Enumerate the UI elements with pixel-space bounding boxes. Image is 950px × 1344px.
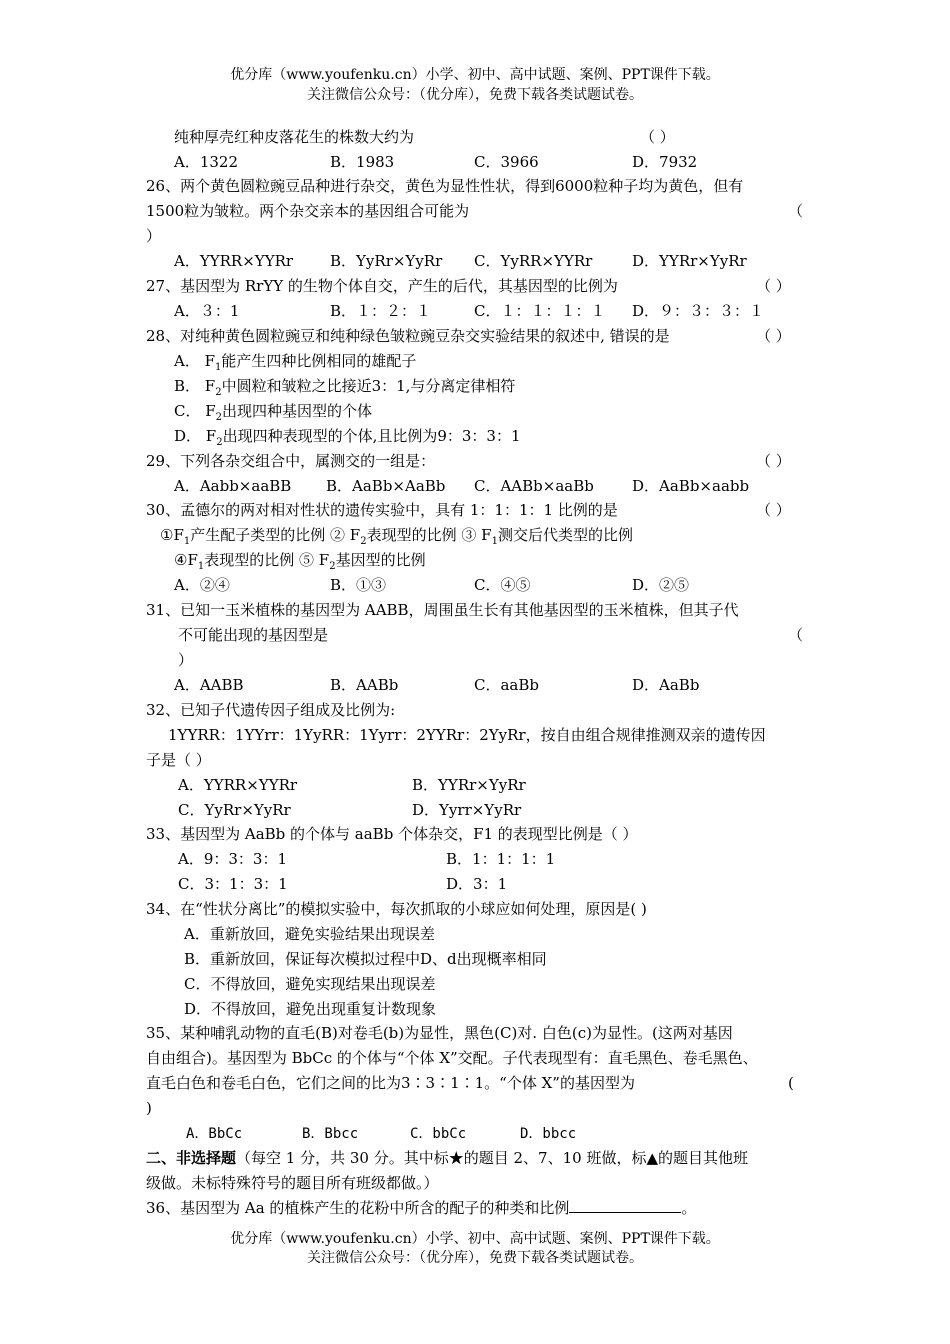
q30-stem: 30、孟德尔的两对相对性状的遗传实验中，具有 1：1：1：1 比例的是 <box>146 501 618 519</box>
q26-paren-close: ） <box>146 227 162 245</box>
q25-stem: 纯种厚壳红种皮落花生的株数大约为 <box>174 128 415 146</box>
q30-option-c: C．④⑤ <box>474 576 531 594</box>
q29-option-b: B．AaBb×AaBb <box>326 477 446 495</box>
q28-option-b: B． $F_2$中圆粒和皱粒之比接近3：1,与分离定律相符 <box>174 377 516 398</box>
q29-answer-paren: （ ） <box>756 452 791 470</box>
q34-option-a: A．重新放回，避免实验结果出现误差 <box>184 925 435 943</box>
q26-stem-line1: 26、两个黄色圆粒豌豆品种进行杂交，黄色为显性性状，得到6000粒种子均为黄色，但有 <box>146 177 744 195</box>
q28-option-c: C． $F_2$出现四种基因型的个体 <box>174 402 373 423</box>
q35-stem-line1: 35、某种哺乳动物的直毛(B)对卷毛(b)为显性，黑色(C)对. 白色(c)为显性。(这两对基因 <box>146 1024 733 1042</box>
q34-option-d: D．不得放回，避免出现重复计数现象 <box>184 1000 437 1018</box>
q28-option-d: D． $F_2$出现四种表现型的个体,且比例为9：3：3：1 <box>174 427 521 448</box>
q31-stem-line1: 31、已知一玉米植株的基因型为 AABB，周围虽生长有其他基因型的玉米植株，但其子代 <box>146 601 739 619</box>
q26-option-c: C．YyRR×YYRr <box>474 252 593 270</box>
q30-item-4: $④F_1$表现型的比例 <box>174 551 295 572</box>
q31-paren-open: （ <box>788 626 804 644</box>
q27-option-b: B．１：２：１ <box>330 302 432 320</box>
q31-option-c: C．aaBb <box>474 676 539 694</box>
q30-item-3: ③ $F_1$测交后代类型的比例 <box>461 526 633 547</box>
page-footer-line2: 关注微信公众号：（优分库），免费下载各类试题试卷。 <box>307 1250 643 1266</box>
q27-stem: 27、基因型为 RrYY 的生物个体自交，产生的后代，其基因型的比例为 <box>146 277 618 295</box>
q33-option-a: A．9：3：3：1 <box>178 850 288 868</box>
q35-option-a: A．BbCc <box>186 1126 243 1142</box>
q32-stem-line2: 1YYRR：1YYrr：1YyRR：1Yyrr：2YYRr：2YyRr，按自由组合规律推测双亲的遗传因 <box>168 726 766 744</box>
q25-option-c: C．3966 <box>474 153 539 171</box>
q32-option-c: C．YyRr×YyRr <box>178 801 291 819</box>
q36-answer-blank[interactable] <box>569 1198 681 1213</box>
q34-option-c: C．不得放回，避免实现结果出现误差 <box>184 975 436 993</box>
q36-stem: 36、基因型为 Aa 的植株产生的花粉中所含的配子的种类和比例 。 <box>146 1199 697 1217</box>
q32-option-a: A．YYRR×YYRr <box>178 776 298 794</box>
star-icon: ★ <box>448 1149 464 1167</box>
q32-option-b: B．YYRr×YyRr <box>412 776 526 794</box>
q29-stem: 29、下列各杂交组合中，属测交的一组是： <box>146 452 436 470</box>
q35-paren-close: ) <box>146 1099 152 1117</box>
q32-stem-line3: 子是（ ） <box>146 751 211 769</box>
q31-paren-close: ） <box>178 651 194 669</box>
q30-option-b: B．①③ <box>330 576 387 594</box>
q31-stem-line2: 不可能出现的基因型是 <box>178 626 329 644</box>
q33-option-b: B．1：1：1：1 <box>446 850 556 868</box>
q28-stem: 28、对纯种黄色圆粒豌豆和纯种绿色皱粒豌豆杂交实验结果的叙述中, 错误的是 <box>146 327 670 345</box>
q30-item-2: ② $F_2$表现型的比例 <box>330 526 457 547</box>
page-header-line1: 优分库（www.youfenku.cn）小学、初中、高中试题、案例、PPT课件下载。 <box>230 67 720 83</box>
section2-title: 二、非选择题 <box>146 1149 237 1167</box>
q25-answer-paren: （ ） <box>640 128 675 146</box>
q29-option-c: C．AABb×aaBb <box>474 477 594 495</box>
q25-option-d: D．7932 <box>632 153 698 171</box>
q26-option-b: B．YyRr×YyRr <box>330 252 443 270</box>
q25-option-b: B．1983 <box>330 153 395 171</box>
q28-option-a: A． $F_1$能产生四种比例相同的雄配子 <box>174 352 417 373</box>
section2-heading-line1: 二、非选择题（每空 1 分，共 30 分。其中标★的题目 2、7、10 班做，标▲的题目其他班 <box>146 1149 749 1167</box>
q26-option-d: D．YYRr×YyRr <box>632 252 747 270</box>
q34-stem: 34、在“性状分离比”的模拟实验中，每次抓取的小球应如何处理，原因是( ) <box>146 900 647 918</box>
q35-option-b: B．Bbcc <box>302 1126 359 1142</box>
q30-option-a: A．②④ <box>174 576 230 594</box>
q35-stem-line2: 自由组合)。基因型为 BbCc 的个体与“个体 X”交配。子代表现型有：直毛黑色、卷毛黑色、 <box>146 1049 758 1067</box>
q27-option-c: C．１：１：１：１ <box>474 302 606 320</box>
q35-option-c: C．bbCc <box>410 1126 467 1142</box>
page-footer-line1: 优分库（www.youfenku.cn）小学、初中、高中试题、案例、PPT课件下载。 <box>230 1231 720 1247</box>
section2-heading-line2: 级做。未标特殊符号的题目所有班级都做。） <box>146 1174 439 1192</box>
triangle-icon: ▲ <box>646 1149 659 1167</box>
q29-option-d: D．AaBb×aabb <box>632 477 750 495</box>
q30-items-row2 <box>174 550 426 570</box>
q30-item-5: ⑤ $F_2$基因型的比例 <box>299 551 426 572</box>
q29-option-a: A．Aabb×aaBB <box>174 477 292 495</box>
q33-stem: 33、基因型为 AaBb 的个体与 aaBb 个体杂交，F1 的表现型比例是（ ） <box>146 825 638 843</box>
q33-option-c: C．3：1：3：1 <box>178 875 288 893</box>
q32-stem: 32、已知子代遗传因子组成及比例为: <box>146 701 396 719</box>
q26-stem-line2: 1500粒为皱粒。两个杂交亲本的基因组合可能为 <box>146 202 470 220</box>
q34-option-b: B．重新放回，保证每次模拟过程中D、d出现概率相同 <box>184 950 547 968</box>
q25-option-a: A．1322 <box>174 153 239 171</box>
q30-item-1: $①F_1$产生配子类型的比例 <box>160 526 326 547</box>
q27-option-d: D．９：３：３：１ <box>632 302 765 320</box>
q27-option-a: A．３：1 <box>174 302 240 320</box>
page-header-line2: 关注微信公众号：（优分库），免费下载各类试题试卷。 <box>307 87 643 103</box>
q35-paren-open: ( <box>788 1074 794 1092</box>
q31-option-d: D．AaBb <box>632 676 700 694</box>
q30-items-row1 <box>160 525 633 545</box>
q26-option-a: A．YYRR×YYRr <box>174 252 294 270</box>
q30-option-d: D．②⑤ <box>632 576 690 594</box>
q31-option-b: B．AABb <box>330 676 399 694</box>
q28-answer-paren: （ ） <box>756 327 791 345</box>
q35-option-d: D．bbcc <box>520 1126 577 1142</box>
q30-answer-paren: （ ） <box>756 501 791 519</box>
q27-answer-paren: （ ） <box>756 277 791 295</box>
q26-paren-open: （ <box>788 202 804 220</box>
q33-option-d: D．3：1 <box>446 875 508 893</box>
q35-stem-line3: 直毛白色和卷毛白色，它们之间的比为3∶3∶1∶1。“个体 X”的基因型为 <box>146 1074 635 1092</box>
q31-option-a: A．AABB <box>174 676 244 694</box>
q32-option-d: D．Yyrr×YyRr <box>412 801 522 819</box>
